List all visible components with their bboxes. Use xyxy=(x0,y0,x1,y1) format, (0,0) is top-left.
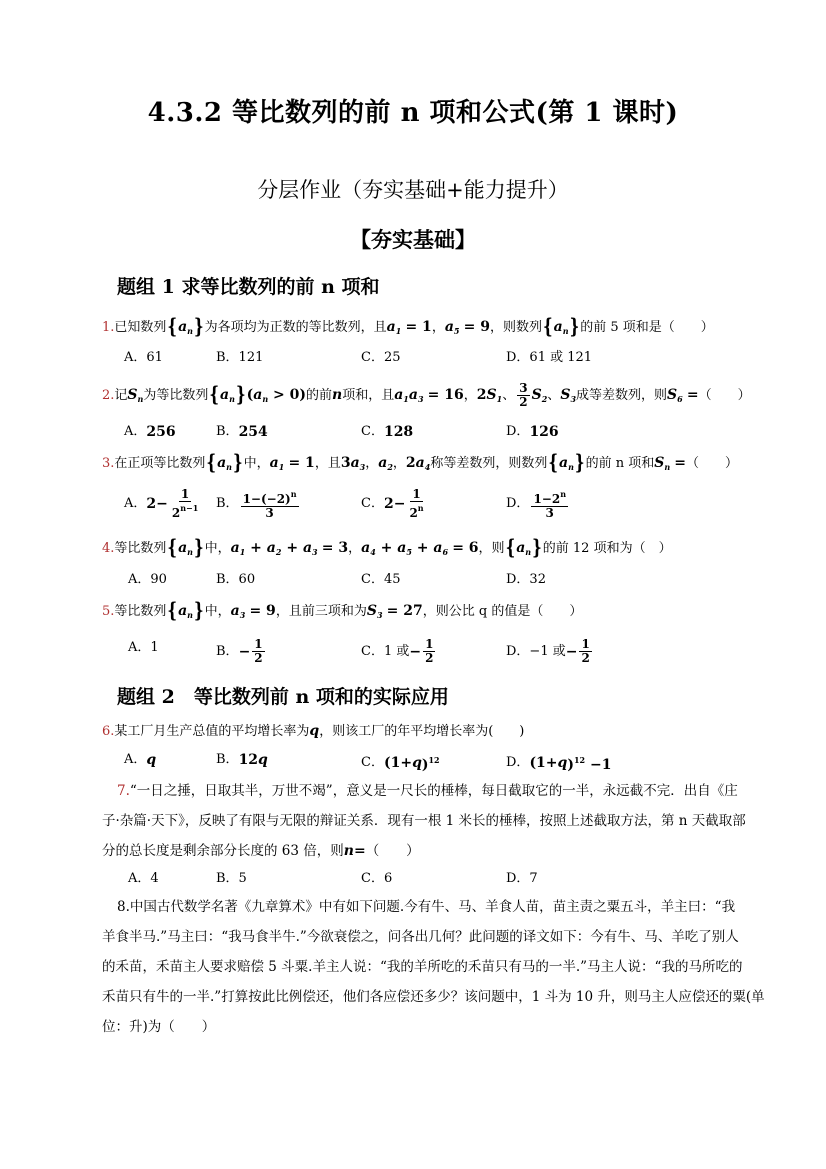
option-a: A． 2− $\frac{1}{2^{n-1}}$ xyxy=(124,487,199,520)
section-heading: 【夯实基础】 xyxy=(350,227,476,252)
option-b: B．5 xyxy=(216,871,247,886)
option-d: D． $\frac{1-2^n}{3}$ xyxy=(506,489,567,520)
option-b: B．121 xyxy=(216,350,264,365)
option-d: D．−1 或 − $\frac{1}{2}$ xyxy=(506,637,590,665)
option-d: D．7 xyxy=(506,871,538,886)
option-a: A． 256 xyxy=(124,424,176,440)
question-7: 7.“一日之捶，日取其半，万世不竭”，意义是一尺长的棰棒，每日截取它的一半，永远截不完．出自《庄 xyxy=(117,783,738,799)
question-4: 4.等比数列$\{a_n\}$中，$a_1 + a_2 + a_3 = 3$，$a_4 + a_5 + a_6 = 6$，则$\{a_n\}$的前 12 项和为（ ） xyxy=(102,534,672,560)
question-number: 3. xyxy=(102,456,115,471)
option-c: C．25 xyxy=(361,350,401,365)
question-6: 6.某工厂月生产总值的平均增长率为q，则该工厂的年平均增长率为( ) xyxy=(102,723,525,739)
option-d: D． (1+ q )$^{12}$ −1 xyxy=(506,754,612,773)
option-c: C． 2− $\frac{1}{2^n}$ xyxy=(361,487,424,520)
worksheet-page: 4.3.2 等比数列的前 n 项和公式(第 1 课时) 分层作业（夯实基础+能力提升） 【夯实基础】 题组 1 求等比数列的前 n 项和 1.已知数列$\{a_n\}$为各项均为正数的等比数列，且$a_1 = 1$，$a_5 = 9$，则数列$\{a_n\}$的前 5 项和是（ ） A．61 B．121 C．25 D．61 或 121 2.记$S_n$为等比数列$\{a_n\}(a_n > 0)$的前n项和，且$a_1a_3 = 16$，$2S_1$、 $\frac{3}{2}$ $S_2$、$S_3$成等差数列，则$S_6$ =（ ） A． 256 B． 254 C． 128 D． 126 3.在正项等比数列$\{a_n\}$中，$a_1 = 1$，且$3a_3$，$a_2$，$2a_4$称等差数列，则数列$\{a_n\}$的前 n 项和$S_n$ =（ ） A． 2− $\frac{1}{2^{n-1}}$ B． $\frac{1-(-2)^n}{3}$ C． 2− $\frac{1}{2^n}$ D． $\frac{1-2^n}{3}$ 4.等比数列$\{a_n\}$中，$a_1 + a_2 + a_3 = 3$，$a_4 + a_5 + a_6 = 6$，则$\{a_n\}$的前 12 项和为（ ） A．90 B．60 C．45 D．32 5.等比数列$\{a_n\}$中，$a_3 = 9$，且前三项和为$S_3 = 27$，则公比 q 的值是（ ） A．1 B． − $\frac{1}{2}$ C．1 或 − $\frac{1}{2}$ D．−1 或 − $\frac{1}{2}$ 题组 2 等比数列前 n 项和的实际应用 6.某工厂月生产总值的平均增长率为q，则该工厂的年平均增长率为( ) A． q B． 12 q C． (1+ q )$^{12}$ D． (1+ q )$^{12}$ −1 7.“一日之捶，日取其半，万世不竭”，意义是一尺长的棰棒，每日截取它的一半，永远截不完．出自《庄 子·杂篇·天下》，反映了有限与无限的辩证关系．现有一根 1 米长的棰棒，按照上述截取方法，第 n 天截取部 分的总长度是剩余部分长度的 63 倍，则n=（ ） A．4 B．5 C．6 D．7 8.中国古代数学名著《九章算术》中有如下问题.今有牛、马、羊食人苗，苗主责之粟五斗，羊主曰：“我 羊食半马.”马主曰：“我马食半牛.”今欲衰偿之，问各出几何？此问题的译文如下：今有牛、马、羊吃了别人 的禾苗，禾苗主人要求赔偿 5 斗粟.羊主人说：“我的羊所吃的禾苗只有马的一半.”马主人说：“我的马所吃的 禾苗只有牛的一半.”打算按此比例偿还，他们各应偿还多少？该问题中，1 斗为 10 升，则马主人应偿还的粟(单 位：升)为（ ） xyxy=(0,0,826,1169)
option-b: B． $\frac{1-(-2)^n}{3}$ xyxy=(216,489,297,520)
group-heading-1: 题组 1 求等比数列的前 n 项和 xyxy=(117,276,380,298)
option-c: C．6 xyxy=(361,871,393,886)
option-a: A．90 xyxy=(128,572,167,587)
option-d: D．61 或 121 xyxy=(506,350,593,365)
option-d: D．32 xyxy=(506,572,546,587)
option-b: B． − $\frac{1}{2}$ xyxy=(216,637,263,665)
option-d: D． 126 xyxy=(506,424,559,440)
option-c: C． (1+ q )$^{12}$ xyxy=(361,754,440,773)
question-number: 2. xyxy=(102,388,115,403)
question-number: 5. xyxy=(102,604,115,619)
question-3: 3.在正项等比数列$\{a_n\}$中，$a_1 = 1$，且$3a_3$，$a_2$，$2a_4$称等差数列，则数列$\{a_n\}$的前 n 项和$S_n$ =（ ） xyxy=(102,449,739,475)
option-b: B．60 xyxy=(216,572,256,587)
question-2: 2.记$S_n$为等比数列$\{a_n\}(a_n > 0)$的前n项和，且$a_1a_3 = 16$，$2S_1$、 $\frac{3}{2}$ $S_2$、$S_3$成等差数列，则$S_6$ =（ ） xyxy=(102,381,751,409)
question-8: 8.中国古代数学名著《九章算术》中有如下问题.今有牛、马、羊食人苗，苗主责之粟五斗，羊主曰：“我 xyxy=(117,899,736,915)
page-title: 4.3.2 等比数列的前 n 项和公式(第 1 课时) xyxy=(147,98,679,128)
question-number: 7. xyxy=(117,783,130,799)
option-c: C． 128 xyxy=(361,424,414,440)
page-subtitle: 分层作业（夯实基础+能力提升） xyxy=(257,178,569,202)
question-number: 4. xyxy=(102,541,115,556)
option-c: C．1 或 − $\frac{1}{2}$ xyxy=(361,637,434,665)
question-number: 1. xyxy=(102,320,115,335)
question-number: 6. xyxy=(102,724,115,739)
option-a: A．4 xyxy=(128,871,159,886)
option-a: A．61 xyxy=(124,350,163,365)
option-a: A．1 xyxy=(128,640,159,655)
group-heading-2: 题组 2 等比数列前 n 项和的实际应用 xyxy=(117,686,449,708)
question-5-options xyxy=(124,638,724,678)
option-a: A． q xyxy=(124,752,157,768)
option-b: B． 254 xyxy=(216,424,268,440)
option-c: C．45 xyxy=(361,572,401,587)
question-1: 1.已知数列$\{a_n\}$为各项均为正数的等比数列，且$a_1 = 1$，$a_5 = 9$，则数列$\{a_n\}$的前 5 项和是（ ） xyxy=(102,313,714,339)
question-5: 5.等比数列$\{a_n\}$中，$a_3 = 9$，且前三项和为$S_3 = 27$，则公比 q 的值是（ ） xyxy=(102,597,583,623)
question-3-options xyxy=(124,488,724,528)
option-b: B． 12 q xyxy=(216,752,268,768)
